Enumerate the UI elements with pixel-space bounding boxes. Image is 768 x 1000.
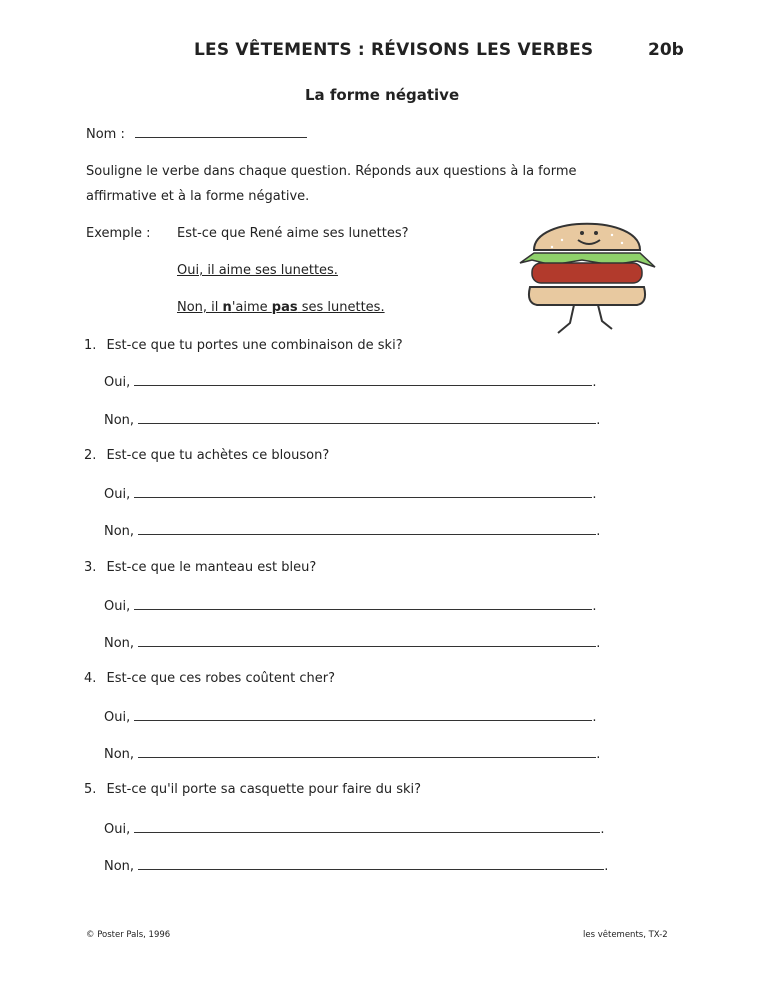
answer-label-non: Non, (104, 859, 135, 874)
example-negative-mid: 'aime (231, 300, 272, 315)
question-number: 5. (84, 782, 97, 797)
answer-label-oui: Oui, (104, 375, 131, 390)
instructions-line-1: Souligne le verbe dans chaque question. Réponds aux questions à la forme (86, 164, 577, 179)
answer-period: . (604, 859, 609, 874)
answer-line[interactable] (138, 522, 596, 535)
answer-row-oui (104, 485, 597, 502)
answer-row-oui (104, 597, 597, 614)
answer-label-oui: Oui, (104, 487, 131, 502)
answer-period: . (600, 822, 605, 837)
answer-period: . (596, 413, 601, 428)
question-3 (84, 560, 316, 575)
answer-line[interactable] (134, 820, 600, 833)
answer-label-non: Non, (104, 636, 135, 651)
answer-line[interactable] (138, 745, 596, 758)
question-2 (84, 448, 329, 463)
answer-label-non: Non, (104, 413, 135, 428)
answer-label-oui: Oui, (104, 710, 131, 725)
example-affirmative: Oui, il aime ses lunettes. (177, 263, 338, 278)
question-4 (84, 671, 335, 686)
answer-period: . (592, 487, 597, 502)
answer-line[interactable] (134, 597, 592, 610)
answer-line[interactable] (134, 485, 592, 498)
answer-label-oui: Oui, (104, 822, 131, 837)
example-label: Exemple : (86, 226, 151, 241)
answer-label-non: Non, (104, 524, 135, 539)
answer-row-non (104, 857, 608, 874)
answer-row-oui (104, 820, 605, 837)
question-text: Est-ce que le manteau est bleu? (106, 560, 317, 575)
page-title: LES VÊTEMENTS : RÉVISONS LES VERBES (194, 40, 594, 60)
answer-row-non (104, 411, 600, 428)
example-negative-before: Non, il (177, 300, 223, 315)
page-subtitle: La forme négative (305, 86, 460, 104)
answer-period: . (596, 524, 601, 539)
name-line[interactable] (135, 137, 307, 138)
question-number: 4. (84, 671, 97, 686)
answer-row-non (104, 745, 600, 762)
example-question: Est-ce que René aime ses lunettes? (177, 226, 409, 241)
example-negative-n: n (222, 300, 232, 315)
example-negative-after: ses lunettes. (297, 300, 385, 315)
name-field[interactable] (86, 127, 307, 142)
question-text: Est-ce qu'il porte sa casquette pour faire du ski? (106, 782, 422, 797)
answer-line[interactable] (134, 708, 592, 721)
answer-row-non (104, 634, 600, 651)
answer-period: . (596, 636, 601, 651)
example-negative (177, 300, 385, 315)
footer-copyright: © Poster Pals, 1996 (86, 930, 171, 940)
question-number: 2. (84, 448, 97, 463)
answer-period: . (596, 747, 601, 762)
answer-row-non (104, 522, 600, 539)
question-text: Est-ce que tu portes une combinaison de ski? (106, 338, 403, 353)
footer-page-ref: les vêtements, TX-2 (583, 930, 668, 940)
answer-row-oui (104, 708, 597, 725)
answer-label-non: Non, (104, 747, 135, 762)
answer-line[interactable] (138, 634, 596, 647)
answer-line[interactable] (134, 373, 592, 386)
worksheet-code: 20b (648, 40, 684, 60)
hamburger-character-icon (512, 205, 662, 340)
answer-period: . (592, 710, 597, 725)
answer-row-oui (104, 373, 597, 390)
answer-period: . (592, 599, 597, 614)
question-number: 1. (84, 338, 97, 353)
answer-line[interactable] (138, 857, 604, 870)
answer-period: . (592, 375, 597, 390)
question-number: 3. (84, 560, 97, 575)
answer-line[interactable] (138, 411, 596, 424)
example-negative-pas: pas (271, 300, 298, 315)
question-5 (84, 782, 421, 797)
question-1 (84, 338, 403, 353)
question-text: Est-ce que tu achètes ce blouson? (106, 448, 330, 463)
instructions-line-2: affirmative et à la forme négative. (86, 189, 310, 204)
answer-label-oui: Oui, (104, 599, 131, 614)
question-text: Est-ce que ces robes coûtent cher? (106, 671, 335, 686)
name-label: Nom : (86, 127, 125, 142)
